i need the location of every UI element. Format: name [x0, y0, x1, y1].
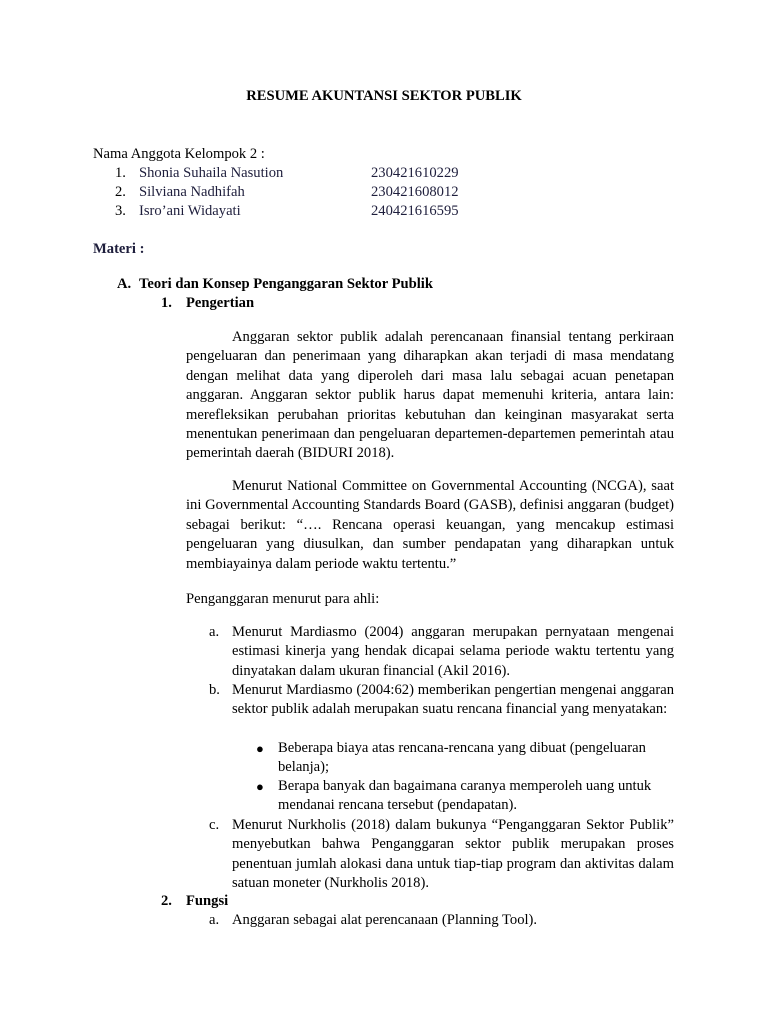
- list-item: [209, 623, 674, 681]
- member-nim: 240421616595: [371, 203, 459, 219]
- list-item-label: b.: [209, 682, 220, 698]
- member-nim: 230421610229: [371, 165, 459, 181]
- member-number: 2.: [115, 184, 126, 200]
- list-item-label: a.: [209, 624, 220, 640]
- bullet-item: [256, 777, 674, 816]
- bullet-text: Berapa banyak dan bagaimana caranya memperoleh uang untuk mendanai rencana tersebut (pendapatan).: [278, 778, 652, 814]
- list-item-text: Menurut Mardiasmo (2004:62) memberikan pengertian mengenai anggaran sektor publik adalah merupakan suatu rencana financial yang menyatakan:: [232, 682, 674, 718]
- paragraph-pengertian: Anggaran sektor publik adalah perencanaan finansial tentang perkiraan pengeluaran dan penerimaan yang diharapkan akan terjadi di masa mendatang dengan melihat data yang diperoleh dari masa lalu sebagai acuan penetapan anggaran. Anggaran sektor publik harus dapat memenuhi kriteria, antara lain: merefleksikan perubahan prioritas kebutuhan dan keinginan masyarakat serta menentukan penerimaan dan pengeluaran departemen-departemen pemerintah atau pemerintah daerah (BIDURI 2018).: [186, 329, 674, 462]
- experts-intro: Penganggaran menurut para ahli:: [186, 591, 380, 607]
- member-number: 3.: [115, 203, 126, 219]
- list-item-label: c.: [209, 817, 220, 833]
- member-row: [93, 202, 513, 221]
- list-item: [209, 681, 674, 720]
- bullet-text: Beberapa biaya atas rencana-rencana yang dibuat (pengeluaran belanja);: [278, 740, 646, 776]
- member-name: Shonia Suhaila Nasution: [139, 165, 284, 181]
- member-name: Isro’ani Widayati: [139, 203, 241, 219]
- subsection-2-label: 2.: [161, 893, 172, 909]
- subsection-2-heading: [161, 892, 228, 911]
- subsection-1-title: Pengertian: [186, 295, 255, 311]
- list-item: [209, 816, 674, 894]
- members-heading: Nama Anggota Kelompok 2 :: [93, 146, 265, 162]
- bullet-dot-icon: ●: [256, 779, 264, 794]
- section-a-label: A.: [117, 276, 132, 292]
- bullet-item: [256, 739, 674, 778]
- list-item-text: Menurut Nurkholis (2018) dalam bukunya “Penganggaran Sektor Publik” menyebutkan bahwa Penganggaran sektor publik merupakan proses penentuan jumlah alokasi dana untuk tiap-tiap program dan aktivitas dalam satuan moneter (Nurkholis 2018).: [232, 817, 674, 892]
- member-nim: 230421608012: [371, 184, 459, 200]
- list-item-text: Menurut Mardiasmo (2004) anggaran merupakan pernyataan mengenai estimasi kinerja yang hendak dicapai selama periode waktu tertentu yang dinyatakan dalam ukuran financial (Akil 2016).: [232, 624, 674, 679]
- document-title: RESUME AKUNTANSI SEKTOR PUBLIK: [246, 88, 522, 104]
- bullet-dot-icon: ●: [256, 741, 264, 756]
- member-name: Silviana Nadhifah: [139, 184, 245, 200]
- paragraph-ncga: Menurut National Committee on Governmental Accounting (NCGA), saat ini Governmental Accounting Standards Board (GASB), definisi anggaran (budget) sebagai berikut: “…. Rencana operasi keuangan, yang mencakup estimasi pengeluaran yang diusulkan, dan sumber pendapatan yang diharapkan untuk membiayainya dalam periode waktu tertentu.”: [186, 478, 674, 572]
- member-row: [93, 183, 513, 202]
- member-number: 1.: [115, 165, 126, 181]
- list-item: [209, 911, 674, 930]
- subsection-2-title: Fungsi: [186, 893, 229, 909]
- section-a-title: Teori dan Konsep Penganggaran Sektor Publik: [139, 276, 433, 292]
- list-item-label: a.: [209, 912, 220, 928]
- member-row: [93, 164, 513, 183]
- section-a-heading: [117, 275, 433, 294]
- subsection-1-heading: [161, 294, 254, 313]
- materi-label: Materi :: [93, 241, 145, 257]
- list-item-text: Anggaran sebagai alat perencanaan (Planning Tool).: [232, 912, 538, 928]
- subsection-1-label: 1.: [161, 295, 172, 311]
